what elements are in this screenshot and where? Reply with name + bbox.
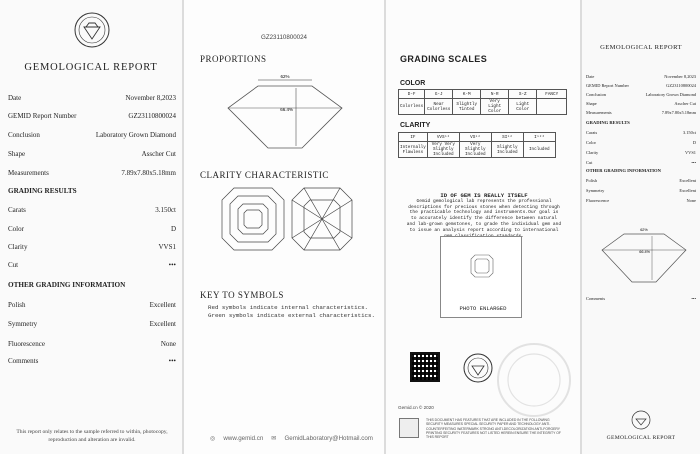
proportions-heading: PROPORTIONS — [200, 54, 267, 64]
summary-other-row: Polish Excellent — [586, 178, 696, 183]
info-row: Date November 8,2023 — [8, 94, 176, 102]
report-title: GEMOLOGICAL REPORT — [24, 62, 158, 73]
summary-grading-heading: GRADING RESULTS — [586, 120, 630, 125]
summary-info-row: Shape Asscher Cut — [586, 101, 696, 106]
email-link[interactable]: GemidLaboratory@Hotmail.com — [284, 435, 373, 442]
report-panel-front — [0, 0, 182, 454]
info-row: GEMID Report Number GZ23110800024 — [8, 112, 176, 120]
summary-table-percent: 62% — [640, 228, 648, 232]
photo-enlarged-label: PHOTO ENLARGED — [459, 305, 507, 312]
lab-statement — [406, 193, 562, 233]
security-chip-icon — [399, 418, 419, 438]
summary-other-heading: OTHER GRADING INFORMATION — [586, 168, 661, 173]
clarity-scale-table: IF VVS¹² VS¹² SI¹² I¹²³ Internally Flawless Very Very Slightly Included Very Slightly Included Slightly Included Included — [398, 132, 556, 158]
other-row: Comments ••• — [8, 357, 176, 365]
grading-row: Clarity VVS1 — [8, 243, 176, 251]
mail-icon: ✉ — [271, 435, 277, 442]
key-green-symbols: Green symbols indicate external characteristics. — [208, 312, 375, 319]
grading-scales-heading: GRADING SCALES — [400, 54, 488, 64]
copyright-text: Gemid.cn © 2020 — [398, 405, 434, 410]
summary-info-row: Conclusion Laboratory Grown Diamond — [586, 92, 696, 97]
summary-info-row: Measurements 7.89x7.80x5.18mm — [586, 110, 696, 115]
other-row: Polish Excellent — [8, 301, 176, 309]
gemid-logo-icon — [631, 410, 651, 430]
summary-grading-row: Carats 3.150ct — [586, 130, 696, 135]
other-grading-heading: OTHER GRADING INFORMATION — [8, 281, 126, 289]
seal-icon — [462, 352, 494, 384]
qr-code-icon[interactable] — [410, 352, 440, 382]
grading-results-heading: GRADING RESULTS — [8, 187, 77, 195]
statement-title: ID OF GEM IS REALLY ITSELF — [440, 192, 528, 199]
info-row: Conclusion Laboratory Grown Diamond — [8, 131, 176, 139]
summary-grading-row: Clarity VVS1 — [586, 150, 696, 155]
summary-depth-percent: 66.4% — [639, 250, 650, 254]
grading-scales-panel — [386, 0, 580, 454]
other-row: Symmetry Excellent — [8, 320, 176, 328]
clarity-scale-heading: CLARITY — [400, 122, 431, 129]
website-link[interactable]: www.gemid.cn — [223, 435, 264, 442]
info-row: Shape Asscher Cut — [8, 150, 176, 158]
summary-report-title: GEMOLOGICAL REPORT — [600, 44, 682, 51]
summary-info-row: Date November 8,2023 — [586, 74, 696, 79]
other-row: Fluorescence None — [8, 340, 176, 348]
key-red-symbols: Red symbols indicate internal characteristics. — [208, 304, 369, 311]
globe-icon: ◎ — [210, 435, 216, 442]
clarity-plot-diagram — [220, 186, 354, 270]
summary-proportion-diagram — [596, 226, 692, 286]
color-scale-table: D-F G-J K-M N-R S-Z FANCY Colorless Near Colorless Slightly Tinted Very Light Color Light Color — [398, 89, 567, 115]
report-panel-summary — [582, 0, 700, 454]
summary-comments-row: Comments ••• — [586, 296, 696, 301]
summary-grading-row: Cut ••• — [586, 160, 696, 165]
proportion-diagram — [220, 74, 350, 154]
table-percent: 62% — [280, 74, 290, 79]
info-row: Measurements 7.89x7.80x5.18mm — [8, 169, 176, 177]
key-to-symbols-heading: KEY TO SYMBOLS — [200, 290, 284, 300]
summary-info-row: GEMID Report Number GZ23110800024 — [586, 83, 696, 88]
report-number: GZ23110800024 — [261, 34, 307, 41]
diamond-photo — [441, 237, 523, 297]
depth-percent: 66.4% — [280, 107, 293, 112]
clarity-characteristic-heading: CLARITY CHARACTERISTIC — [200, 170, 329, 180]
grading-row: Color D — [8, 225, 176, 233]
grading-row: Cut ••• — [8, 261, 176, 269]
statement-body: Gemid gemological lab represents the professional descriptions for precious stones when detecting through the practicable technology and instruments.Our goal is to accurately identify the difference between natural and lab-grown gemstones, to grade the individual gem and to issue an analysis report according to international — [406, 198, 562, 233]
summary-other-row: Symmetry Excellent — [586, 188, 696, 193]
summary-grading-row: Color D — [586, 140, 696, 145]
disclaimer-footnote: This report only relates to the sample referred to within, photocopy, reproduction and alteration are invalid. — [16, 429, 168, 443]
contact-footer — [210, 435, 373, 442]
gemid-logo-icon — [72, 10, 112, 50]
summary-other-row: Fluorescence None — [586, 198, 696, 203]
grading-row: Carats 3.150ct — [8, 206, 176, 214]
security-notice: THIS DOCUMENT HAS FEATURES THAT ARE INCLUDED IN THE FOLLOWING SECURITY MEASURES SPECIAL SECURITY PAPER AND TECHNOLOGY ANTI-COUNTERFEITING WATERMARK STRONG ANTI-DECOLORIZATION ANTI-FORGERY PRINTING SECURITY FEATURES NOT LISTED HEREIN ENSURE THE INTEGRITY OF THIS REPORT — [426, 418, 561, 440]
summary-bottom-title: GEMOLOGICAL REPORT — [606, 435, 676, 441]
color-scale-heading: COLOR — [400, 80, 426, 87]
watermark-seal-icon — [494, 340, 574, 420]
proportions-panel — [184, 0, 384, 454]
